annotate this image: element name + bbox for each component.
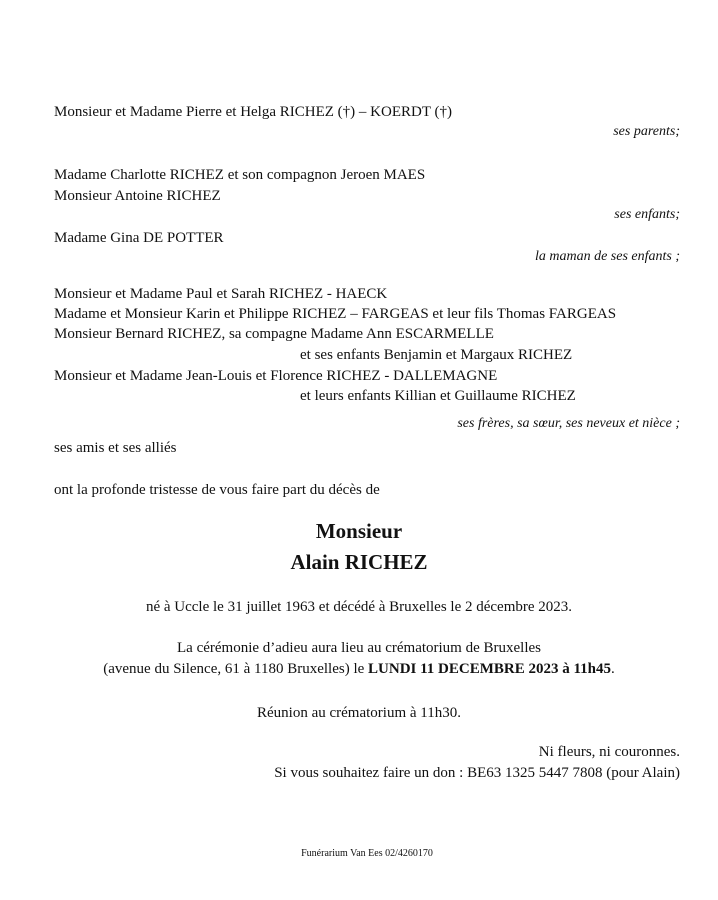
ceremony-line-1: La cérémonie d’adieu aura lieu au crématorium de Bruxelles — [177, 640, 541, 656]
footer-funeral-home: Funérarium Van Ees 02/4260170 — [301, 848, 433, 859]
sibling-3-children: et ses enfants Benjamin et Margaux RICHEZ — [300, 347, 573, 363]
parents-label: ses parents; — [613, 124, 680, 139]
ceremony-datetime: LUNDI 11 DECEMBRE 2023 à 11h45 — [368, 661, 611, 677]
sibling-line-1: Monsieur et Madame Paul et Sarah RICHEZ - HAECK — [54, 286, 388, 302]
child-line-2: Monsieur Antoine RICHEZ — [54, 188, 221, 204]
ceremony-period: . — [610, 661, 615, 677]
sibling-line-2: Madame et Monsieur Karin et Philippe RICHEZ – FARGEAS et leur fils Thomas FARGEAS — [54, 306, 617, 322]
sibling-line-4: Monsieur et Madame Jean-Louis et Florence RICHEZ - DALLEMAGNE — [54, 368, 498, 384]
announcement-line: ont la profonde tristesse de vous faire part du décès de — [54, 482, 380, 498]
reunion-line: Réunion au crématorium à 11h30. — [257, 705, 461, 721]
mother-line: Madame Gina DE POTTER — [54, 230, 224, 246]
sibling-4-children: et leurs enfants Killian et Guillaume RICHEZ — [300, 388, 576, 404]
flowers-line: Ni fleurs, ni couronnes. — [538, 744, 680, 760]
children-label: ses enfants; — [614, 207, 680, 222]
child-line-1: Madame Charlotte RICHEZ et son compagnon Jeroen MAES — [54, 167, 426, 183]
deceased-title: Monsieur — [315, 519, 403, 543]
ceremony-location: (avenue du Silence, 61 à 1180 Bruxelles) le — [103, 661, 369, 677]
birth-death-line: né à Uccle le 31 juillet 1963 et décédé à Bruxelles le 2 décembre 2023. — [145, 599, 573, 615]
deceased-name: Alain RICHEZ — [290, 550, 428, 574]
mother-label: la maman de ses enfants ; — [534, 249, 680, 264]
parents-line: Monsieur et Madame Pierre et Helga RICHEZ (†) – KOERDT (†) — [54, 104, 452, 120]
sibling-line-3: Monsieur Bernard RICHEZ, sa compagne Madame Ann ESCARMELLE — [54, 326, 494, 342]
donation-line: Si vous souhaitez faire un don : BE63 1325 5447 7808 (pour Alain) — [274, 765, 680, 781]
friends-line: ses amis et ses alliés — [54, 440, 177, 456]
siblings-label: ses frères, sa sœur, ses neveux et nièce ; — [457, 416, 680, 431]
ceremony-line-2 — [0, 661, 718, 678]
